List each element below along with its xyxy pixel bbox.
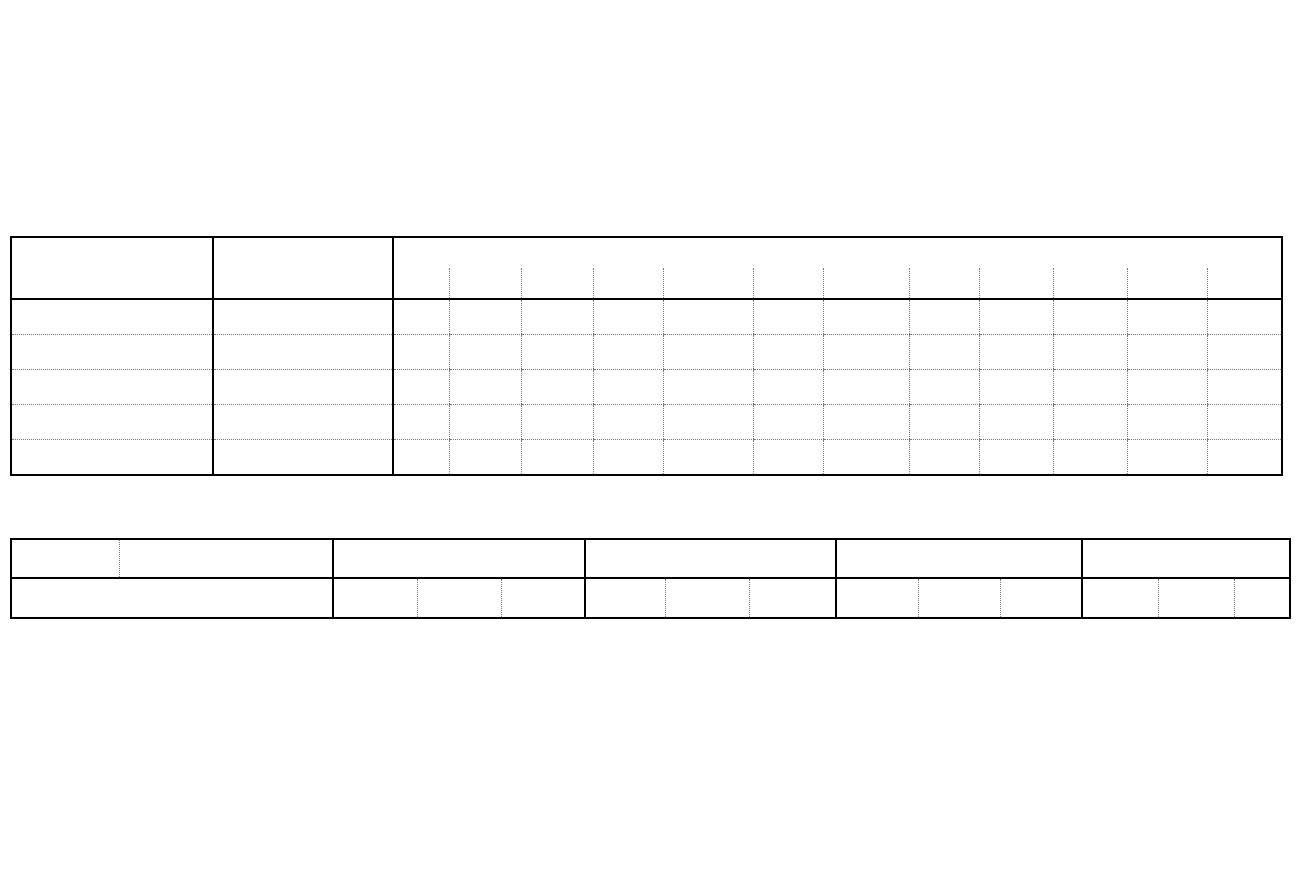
bom-cell [979,370,1053,405]
bom-header-periodic [393,237,1282,268]
bom-cell [1127,335,1207,370]
bom-cell [753,440,823,476]
bom-period-header [753,268,823,299]
bom-cell [521,335,593,370]
bom-cell [593,440,663,476]
bom-header-needed-line1 [213,237,393,268]
bom-cell [1127,405,1207,440]
bom-cell [909,440,979,476]
bom-cell [449,335,521,370]
bom-cell [593,370,663,405]
bom-cell [1127,370,1207,405]
bom-cell [909,370,979,405]
bom-period-header [593,268,663,299]
bom-cell [1207,299,1282,335]
bom-header-needed-line2 [213,268,393,299]
bom-cell [663,405,753,440]
mrp-time-period-label [11,578,333,618]
bom-period-header [909,268,979,299]
bom-part-b-needed [213,405,393,440]
bom-period-header [449,268,521,299]
bom-row [11,370,1282,405]
mrp-period-header [1158,578,1234,618]
bom-period-header [1207,268,1282,299]
bom-cell [1053,370,1127,405]
bom-cell [593,335,663,370]
bom-period-header [823,268,909,299]
mrp-period-header [836,578,918,618]
mrp-header-row [11,539,1290,578]
bom-part-b-needed [213,370,393,405]
bom-cell [979,440,1053,476]
bom-cell [823,370,909,405]
bom-cell [449,299,521,335]
bom-cell [521,405,593,440]
bom-cell [593,299,663,335]
bom-cell [1207,405,1282,440]
bom-cell [449,370,521,405]
bom-cell [753,335,823,370]
bom-period-header [979,268,1053,299]
bom-cell [1127,440,1207,476]
bom-row [11,335,1282,370]
bom-period-header [663,268,753,299]
bom-cell [753,299,823,335]
bom-cell [1053,405,1127,440]
bom-cell [663,440,753,476]
bom-cell [521,370,593,405]
bom-cell [823,440,909,476]
mrp-lot-size-label [585,539,836,578]
bom-cell [449,405,521,440]
mrp-period-header [585,578,665,618]
bom-header-component [11,237,213,299]
bom-cell [593,405,663,440]
bom-cell [663,335,753,370]
mrp-type-label [333,539,585,578]
bom-cell [1207,335,1282,370]
bom-cell [1207,370,1282,405]
bom-component-name [11,335,213,370]
mrp-period-header [749,578,836,618]
bom-table [10,236,1283,476]
mrp-period-row [11,578,1290,618]
bom-cell [1053,440,1127,476]
bom-cell [1207,440,1282,476]
mrp-period-header [333,578,417,618]
bom-cell [449,440,521,476]
bom-cell [1127,299,1207,335]
bom-cell [1053,299,1127,335]
mrp-period-header [1082,578,1158,618]
bom-cell [393,405,449,440]
bom-period-header [1127,268,1207,299]
bom-cell [979,405,1053,440]
bom-period-header [1053,268,1127,299]
mrp-present-period-label [1082,539,1290,578]
bom-cell [979,335,1053,370]
bom-cell [979,299,1053,335]
bom-row [11,299,1282,335]
mrp-part-label [11,539,119,578]
bom-part-b-needed [213,335,393,370]
bom-cell [909,299,979,335]
mrp-period-header [417,578,501,618]
mrp-table [10,538,1291,619]
bom-cell [823,405,909,440]
mrp-leadtime-label [836,539,1082,578]
bom-cell [393,440,449,476]
bom-cell [1053,335,1127,370]
bom-cell [393,370,449,405]
mrp-period-header [918,578,1000,618]
bom-component-name [11,370,213,405]
bom-cell [823,335,909,370]
bom-cell [909,405,979,440]
mrp-period-header [665,578,749,618]
bom-cell [823,299,909,335]
bom-header-row [11,237,1282,268]
bom-cell [753,370,823,405]
bom-part-b-needed [213,299,393,335]
bom-cell [909,335,979,370]
bom-component-name [11,405,213,440]
bom-cell [393,335,449,370]
bom-cell [663,370,753,405]
bom-period-header [393,268,449,299]
mrp-part-value [119,539,333,578]
bom-period-header [521,268,593,299]
bom-cell [521,440,593,476]
mrp-period-header [1000,578,1082,618]
bom-row [11,405,1282,440]
bom-component-name [11,299,213,335]
bom-row [11,440,1282,476]
bom-cell [753,405,823,440]
bom-part-b-needed [213,440,393,476]
mrp-period-header [1234,578,1290,618]
bom-component-name [11,440,213,476]
bom-cell [393,299,449,335]
bom-cell [663,299,753,335]
mrp-period-header [501,578,585,618]
bom-cell [521,299,593,335]
